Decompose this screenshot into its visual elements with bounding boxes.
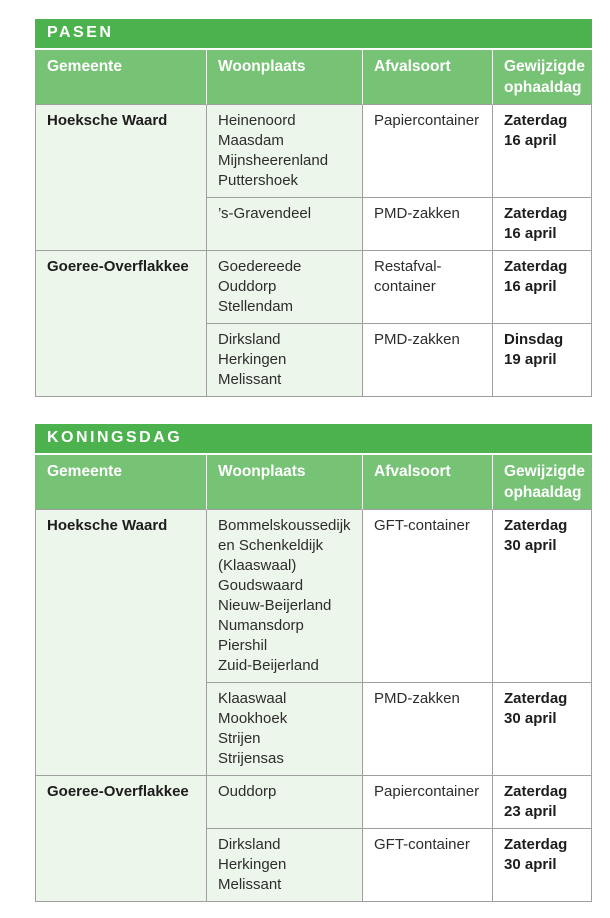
woonplaats-item: Melissant [218, 876, 282, 893]
table-row [35, 251, 592, 324]
ophaaldag-date: 16 april [504, 278, 557, 295]
woonplaats-item: Zuid-Beijerland [218, 657, 319, 674]
afvalsoort-cell: PMD-zakken [363, 683, 493, 776]
ophaaldag-date: 19 april [504, 351, 557, 368]
woonplaats-item: Puttershoek [218, 172, 299, 189]
column-header-woonplaats: Woonplaats [207, 455, 363, 510]
pasen-schedule-table [35, 19, 592, 397]
column-header-row [35, 50, 592, 105]
column-header-gewijzigde-ophaaldag: Gewijzigde ophaaldag [493, 455, 592, 510]
table-row [35, 776, 592, 829]
woonplaats-cell [207, 510, 363, 683]
woonplaats-cell [207, 324, 363, 397]
table-title-row [35, 19, 592, 50]
woonplaats-item: ’s-Gravendeel [218, 205, 312, 222]
ophaaldag-day: Zaterdag [504, 258, 568, 275]
woonplaats-item: Numansdorp [218, 617, 304, 634]
gemeente-cell: Hoeksche Waard [35, 510, 207, 776]
gemeente-cell: Goeree-Overflakkee [35, 776, 207, 902]
ophaaldag-cell [493, 324, 592, 397]
ophaaldag-cell [493, 105, 592, 198]
ophaaldag-date: 23 april [504, 803, 557, 820]
woonplaats-cell [207, 683, 363, 776]
table-body [35, 510, 592, 902]
woonplaats-item: Maasdam [218, 132, 284, 149]
afvalsoort-cell: Restafval-container [363, 251, 493, 324]
afvalsoort-cell: PMD-zakken [363, 198, 493, 251]
table-row [35, 510, 592, 683]
ophaaldag-date: 16 april [504, 225, 557, 242]
table-title: KONINGSDAG [35, 424, 592, 455]
woonplaats-item: Stellendam [218, 298, 294, 315]
ophaaldag-date: 30 april [504, 856, 557, 873]
column-header-gemeente: Gemeente [35, 455, 207, 510]
afvalsoort-cell: PMD-zakken [363, 324, 493, 397]
ophaaldag-day: Zaterdag [504, 836, 568, 853]
gemeente-cell: Goeree-Overflakkee [35, 251, 207, 397]
koningsdag-section [35, 424, 610, 902]
woonplaats-cell [207, 776, 363, 829]
woonplaats-item: Dirksland [218, 836, 281, 853]
ophaaldag-day: Zaterdag [504, 783, 568, 800]
ophaaldag-date: 30 april [504, 537, 557, 554]
ophaaldag-cell [493, 829, 592, 902]
woonplaats-item: Ouddorp [218, 783, 277, 800]
woonplaats-item: Bommelskoussedijk en Schenkeldijk (Klaaswaal) [218, 517, 351, 574]
afvalsoort-cell: Papiercontainer [363, 105, 493, 198]
woonplaats-cell [207, 105, 363, 198]
woonplaats-cell [207, 251, 363, 324]
woonplaats-item: Goudswaard [218, 577, 304, 594]
ophaaldag-cell [493, 776, 592, 829]
ophaaldag-date: 16 april [504, 132, 557, 149]
column-header-woonplaats: Woonplaats [207, 50, 363, 105]
woonplaats-item: Goedereede [218, 258, 302, 275]
woonplaats-item: Dirksland [218, 331, 281, 348]
woonplaats-item: Melissant [218, 371, 282, 388]
column-header-gemeente: Gemeente [35, 50, 207, 105]
woonplaats-item: Strijen [218, 730, 261, 747]
ophaaldag-cell [493, 251, 592, 324]
woonplaats-item: Strijensas [218, 750, 284, 767]
ophaaldag-day: Zaterdag [504, 690, 568, 707]
gemeente-cell: Hoeksche Waard [35, 105, 207, 251]
table-body [35, 105, 592, 397]
woonplaats-item: Klaaswaal [218, 690, 287, 707]
ophaaldag-cell [493, 683, 592, 776]
woonplaats-item: Herkingen [218, 351, 287, 368]
woonplaats-item: Herkingen [218, 856, 287, 873]
ophaaldag-cell [493, 198, 592, 251]
koningsdag-schedule-table [35, 424, 592, 902]
ophaaldag-date: 30 april [504, 710, 557, 727]
ophaaldag-day: Dinsdag [504, 331, 564, 348]
ophaaldag-cell [493, 510, 592, 683]
woonplaats-cell [207, 829, 363, 902]
woonplaats-item: Piershil [218, 637, 268, 654]
pasen-section [35, 19, 610, 397]
woonplaats-item: Nieuw-Beijerland [218, 597, 332, 614]
table-row [35, 105, 592, 198]
ophaaldag-day: Zaterdag [504, 205, 568, 222]
woonplaats-cell [207, 198, 363, 251]
column-header-afvalsoort: Afvalsoort [363, 50, 493, 105]
column-header-row [35, 455, 592, 510]
woonplaats-item: Mijnsheerenland [218, 152, 329, 169]
woonplaats-item: Heinenoord [218, 112, 296, 129]
afvalsoort-cell: GFT-container [363, 510, 493, 683]
afvalsoort-cell: GFT-container [363, 829, 493, 902]
ophaaldag-day: Zaterdag [504, 112, 568, 129]
column-header-afvalsoort: Afvalsoort [363, 455, 493, 510]
table-title: PASEN [35, 19, 592, 50]
woonplaats-item: Ouddorp [218, 278, 277, 295]
ophaaldag-day: Zaterdag [504, 517, 568, 534]
column-header-gewijzigde-ophaaldag: Gewijzigde ophaaldag [493, 50, 592, 105]
table-title-row [35, 424, 592, 455]
woonplaats-item: Mookhoek [218, 710, 288, 727]
afvalsoort-cell: Papiercontainer [363, 776, 493, 829]
